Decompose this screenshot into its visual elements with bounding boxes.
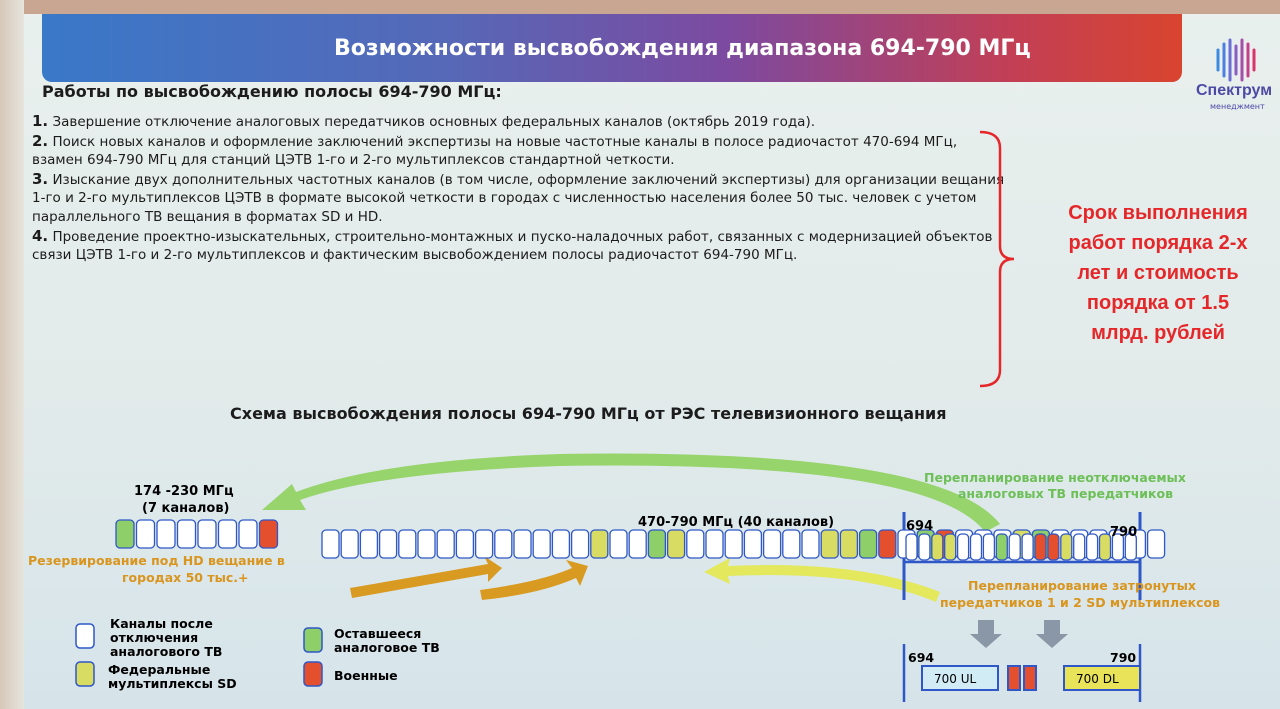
- legend-red-swatch: [304, 662, 322, 686]
- free-channel: [725, 530, 742, 558]
- reserve-hd-label-2: городах 50 тыс.+: [122, 570, 249, 585]
- free-channel: [802, 530, 819, 558]
- free-channel: [341, 530, 358, 558]
- works-item-text: Поиск новых каналов и оформление заключений экспертизы на новые частотные каналы в полосе радиочастот 470-694 МГц, взамен 694-790 МГц для станций ЦЭТВ 1-го и 2-го мультиплексов стандартной четкости.: [32, 133, 958, 169]
- band-start-label: 694: [906, 519, 934, 534]
- works-item: [32, 112, 1007, 132]
- legend-red-label: Военные: [334, 668, 398, 683]
- sd-multiplex-channel: [591, 530, 608, 558]
- works-item-number: 3.: [32, 169, 49, 188]
- free-channel: [239, 520, 257, 548]
- free-channel: [418, 530, 435, 558]
- band-diagram: [0, 440, 1280, 709]
- free-channel: [1148, 530, 1165, 558]
- slide-title: Возможности высвобождения диапазона 694-790 МГц: [334, 36, 1031, 61]
- legend-yellow-label: мультиплексы SD: [108, 676, 237, 691]
- sd-multiplex-channel: [932, 534, 943, 560]
- works-item: [32, 170, 1007, 227]
- free-channel: [572, 530, 589, 558]
- free-channel: [157, 520, 175, 548]
- free-channel: [476, 530, 493, 558]
- deadline-line: Срок выполнения: [1068, 202, 1248, 224]
- screen-frame-top: [0, 0, 1280, 14]
- free-channel: [629, 530, 646, 558]
- free-channel: [178, 520, 196, 548]
- vhf-channel-group: [116, 520, 278, 548]
- legend-white-label: Каналы после: [110, 616, 213, 631]
- military-block: [1024, 666, 1036, 690]
- free-channel: [906, 534, 917, 560]
- deadline-line: млрд. рублей: [1091, 322, 1225, 344]
- analog-tv-channel: [996, 534, 1007, 560]
- free-channel: [783, 530, 800, 558]
- free-channel: [495, 530, 512, 558]
- works-item-number: 1.: [32, 112, 49, 130]
- spectrum-logo-icon: [1196, 36, 1276, 84]
- free-channel: [360, 530, 377, 558]
- free-channel: [533, 530, 550, 558]
- sd-multiplex-channel: [840, 530, 857, 558]
- military-channel: [1048, 534, 1059, 560]
- free-channel: [1009, 534, 1020, 560]
- legend-yellow-swatch: [76, 662, 94, 686]
- works-list: [32, 112, 1007, 265]
- free-channel: [744, 530, 761, 558]
- free-channel: [983, 534, 994, 560]
- free-channel: [958, 534, 969, 560]
- military-channel: [260, 520, 278, 548]
- orange-reserve-arrow-1: [350, 556, 502, 598]
- free-channel: [219, 520, 237, 548]
- deadline-line: лет и стоимость: [1077, 262, 1239, 284]
- sd-multiplex-channel: [821, 530, 838, 558]
- vhf-label: 174 -230 МГц: [134, 484, 234, 499]
- replan-sd-label: Перепланирование затронутых: [968, 578, 1196, 593]
- free-channel: [1074, 534, 1085, 560]
- free-channel: [322, 530, 339, 558]
- ul-label: 700 UL: [934, 672, 977, 686]
- legend-green-label: аналоговое ТВ: [334, 640, 440, 655]
- sd-multiplex-channel: [668, 530, 685, 558]
- replan-analog-label-2: аналоговых ТВ передатчиков: [958, 486, 1174, 501]
- free-channel: [610, 530, 627, 558]
- free-channel: [380, 530, 397, 558]
- free-channel: [1087, 534, 1098, 560]
- works-item-number: 2.: [32, 131, 49, 150]
- free-channel: [456, 530, 473, 558]
- logo-subtitle: менеджмент: [1210, 102, 1265, 111]
- deadline-line: порядка от 1.5: [1086, 292, 1230, 314]
- legend-green-swatch: [304, 628, 322, 652]
- free-channel: [514, 530, 531, 558]
- free-channel: [437, 530, 454, 558]
- legend-white-label: отключения: [110, 630, 199, 645]
- military-channel: [879, 530, 896, 558]
- curly-brace: [978, 128, 1018, 390]
- legend-white-label: аналогового ТВ: [110, 644, 223, 659]
- free-channel: [552, 530, 569, 558]
- sd-multiplex-channel: [1061, 534, 1072, 560]
- replan-sd-label-2: передатчиков 1 и 2 SD мультиплексов: [940, 595, 1221, 610]
- lower-band-end-label: 790: [1110, 650, 1137, 665]
- works-item: [32, 132, 1007, 170]
- title-bar: [42, 14, 1182, 82]
- lower-band-start-label: 694: [908, 650, 935, 665]
- deadline-note: [1048, 198, 1268, 348]
- sd-multiplex-channel: [945, 534, 956, 560]
- reserve-hd-label: Резервирование под HD вещание в: [28, 553, 285, 568]
- vhf-count-label: (7 каналов): [142, 501, 230, 516]
- works-item-text: Изыскание двух дополнительных частотных каналов (в том числе, оформление заключений экспертизы) для организации вещания 1-го и 2-го мультиплексов ЦЭТВ в формате высокой четкости в городах с численностью населения более 50 тыс. человек с учетом параллельного ТВ вещания в форматах SD и HD.: [32, 171, 1005, 225]
- replan-analog-label: Перепланирование неотключаемых: [924, 470, 1186, 485]
- spectrum-logo: [1196, 36, 1276, 122]
- logo-wordmark: Спектрум: [1196, 82, 1273, 99]
- free-channel: [137, 520, 155, 548]
- military-channel: [1035, 534, 1046, 560]
- legend-yellow-label: Федеральные: [108, 662, 211, 677]
- down-arrow-icon: [1036, 620, 1068, 648]
- analog-tv-channel: [648, 530, 665, 558]
- analog-tv-channel: [116, 520, 134, 548]
- free-channel: [399, 530, 416, 558]
- down-arrow-icon: [970, 620, 1002, 648]
- dl-label: 700 DL: [1076, 672, 1119, 686]
- legend-green-label: Оставшееся: [334, 626, 422, 641]
- free-channel: [1022, 534, 1033, 560]
- free-channel: [764, 530, 781, 558]
- uhf-label: 470-790 МГц (40 каналов): [638, 515, 835, 530]
- works-item-text: Проведение проектно-изыскательных, строительно-монтажных и пуско-наладочных работ, связанных с модернизацией объектов связи ЦЭТВ 1-го и 2-го мультиплексов и фактическим высвобождением полосы радиочастот 694-790 МГц.: [32, 228, 993, 264]
- works-item-text: Завершение отключение аналоговых передатчиков основных федеральных каналов (октябрь 2019 года).: [52, 114, 816, 130]
- works-heading: Работы по высвобождению полосы 694-790 МГц:: [42, 82, 502, 101]
- analog-tv-channel: [860, 530, 877, 558]
- free-channel: [971, 534, 982, 560]
- free-channel: [919, 534, 930, 560]
- military-block: [1008, 666, 1020, 690]
- free-channel: [706, 530, 723, 558]
- free-channel: [198, 520, 216, 548]
- band-end-label: 790: [1110, 525, 1138, 540]
- deadline-line: работ порядка 2-х: [1068, 232, 1248, 254]
- sd-multiplex-channel: [1100, 534, 1111, 560]
- green-replan-arrow: [262, 454, 1000, 532]
- legend-white-swatch: [76, 624, 94, 648]
- scheme-title: Схема высвобождения полосы 694-790 МГц от РЭС телевизионного вещания: [230, 404, 947, 423]
- free-channel: [687, 530, 704, 558]
- works-item-number: 4.: [32, 226, 49, 245]
- works-item: [32, 227, 1007, 265]
